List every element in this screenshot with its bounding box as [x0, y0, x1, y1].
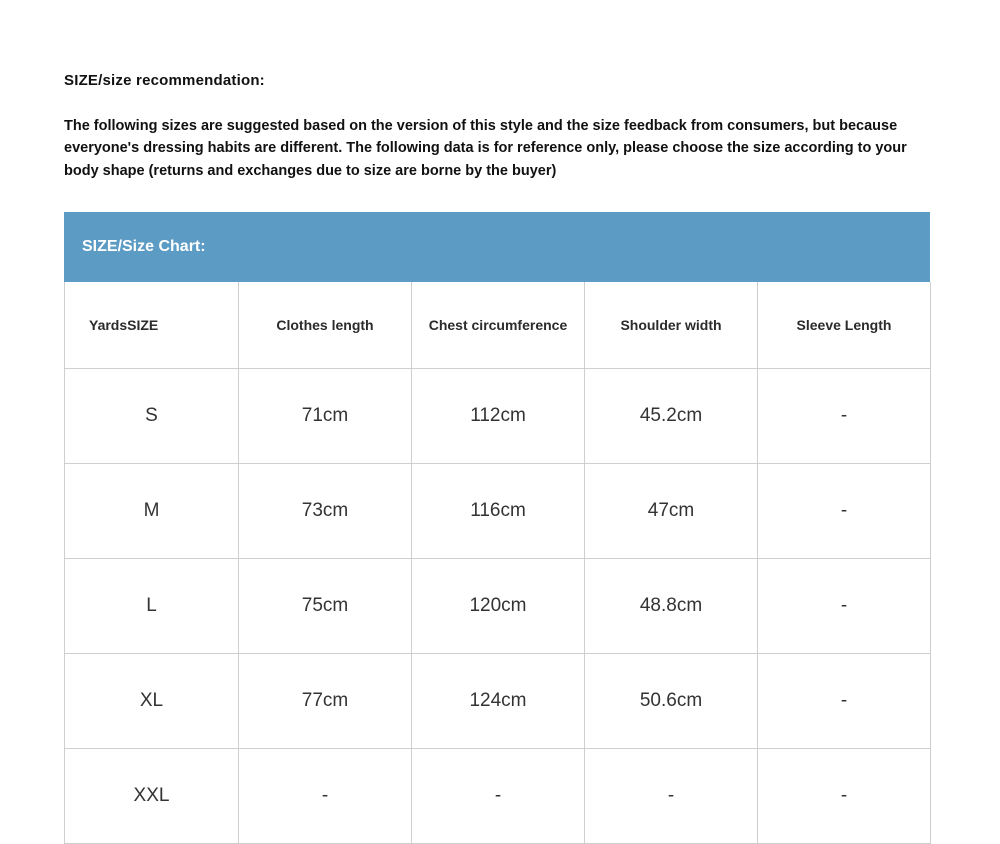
- cell-chest-circumference: 116cm: [412, 464, 585, 559]
- page-title: SIZE/size recommendation:: [64, 72, 265, 89]
- column-header-clothes-length: Clothes length: [239, 282, 412, 369]
- column-header-chest-circumference: Chest circumference: [412, 282, 585, 369]
- size-chart-title: SIZE/Size Chart:: [82, 238, 206, 256]
- size-chart: [64, 212, 930, 844]
- cell-clothes-length: -: [239, 749, 412, 844]
- cell-chest-circumference: 124cm: [412, 654, 585, 749]
- cell-shoulder-width: 50.6cm: [585, 654, 758, 749]
- cell-clothes-length: 77cm: [239, 654, 412, 749]
- cell-size: L: [65, 559, 239, 654]
- table-row: [65, 464, 931, 559]
- table-row: [65, 369, 931, 464]
- cell-shoulder-width: 45.2cm: [585, 369, 758, 464]
- cell-sleeve-length: -: [758, 749, 931, 844]
- cell-clothes-length: 75cm: [239, 559, 412, 654]
- cell-shoulder-width: 48.8cm: [585, 559, 758, 654]
- cell-chest-circumference: 120cm: [412, 559, 585, 654]
- cell-size: XL: [65, 654, 239, 749]
- cell-shoulder-width: -: [585, 749, 758, 844]
- intro-paragraph: The following sizes are suggested based on the version of this style and the size feedback from consumers, but because everyone's dressing habits are different. The following data is for reference only, please choose the size according to your body shape (returns and exchanges due to size are borne by the buyer): [64, 118, 907, 179]
- cell-size: S: [65, 369, 239, 464]
- table-row: [65, 559, 931, 654]
- table-header-row: [65, 282, 931, 369]
- cell-clothes-length: 71cm: [239, 369, 412, 464]
- table-row: [65, 749, 931, 844]
- cell-sleeve-length: -: [758, 369, 931, 464]
- cell-sleeve-length: -: [758, 654, 931, 749]
- column-header-yards-size: YardsSIZE: [65, 282, 239, 369]
- column-header-shoulder-width: Shoulder width: [585, 282, 758, 369]
- table-row: [65, 654, 931, 749]
- cell-clothes-length: 73cm: [239, 464, 412, 559]
- cell-chest-circumference: -: [412, 749, 585, 844]
- cell-sleeve-length: -: [758, 464, 931, 559]
- cell-size: M: [65, 464, 239, 559]
- cell-chest-circumference: 112cm: [412, 369, 585, 464]
- cell-shoulder-width: 47cm: [585, 464, 758, 559]
- size-table: [64, 282, 931, 844]
- size-chart-title-bar: [64, 212, 930, 282]
- column-header-sleeve-length: Sleeve Length: [758, 282, 931, 369]
- cell-size: XXL: [65, 749, 239, 844]
- cell-sleeve-length: -: [758, 559, 931, 654]
